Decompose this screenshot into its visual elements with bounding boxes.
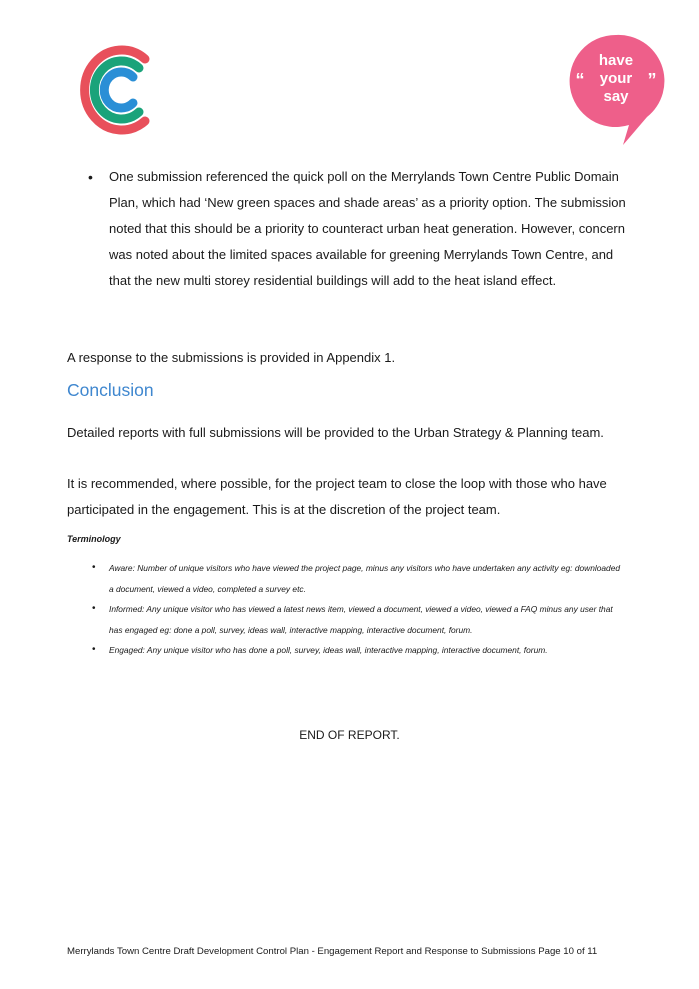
term-informed: • Informed: Any unique visitor who has viewed a latest news item, viewed a document, viewed a video, viewed a FAQ minus any user that has engaged eg: done a poll, survey, ideas wall, interactive mapping, interactive document, forum. xyxy=(92,599,622,640)
conclusion-heading: Conclusion xyxy=(67,380,154,400)
council-c-logo-icon xyxy=(72,42,158,138)
term-aware: • Aware: Number of unique visitors who have viewed the project page, minus any visitors who have undertaken any activity eg: downloaded a document, viewed a video, completed a survey etc. xyxy=(92,558,622,599)
logo-quote-right: ” xyxy=(647,70,657,90)
bullet-item: • One submission referenced the quick poll on the Merrylands Town Centre Public Domain Plan, which had ‘New green spaces and shade areas’ as a priority option. The submission noted that this should be a priority to counteract urban heat generation. However, concern was noted about the limited spaces available for greening Merrylands Town Centre, and that the new multi storey residential buildings will add to the heat island effect. xyxy=(88,164,628,294)
conclusion-detail: Detailed reports with full submissions will be provided to the Urban Strategy & Planning team. xyxy=(67,425,604,440)
terminology-heading: Terminology xyxy=(67,534,121,544)
terminology-list xyxy=(92,558,622,661)
term-engaged: • Engaged: Any unique visitor who has done a poll, survey, ideas wall, interactive mapping, interactive document, forum. xyxy=(92,640,622,661)
response-text: A response to the submissions is provided in Appendix 1. xyxy=(67,350,396,365)
page-footer: Merrylands Town Centre Draft Development Control Plan - Engagement Report and Response to Submissions Page 10 of 11 xyxy=(67,946,598,957)
submission-bullet-list xyxy=(88,164,628,294)
logo-text-say: say xyxy=(603,88,629,105)
end-of-report: END OF REPORT. xyxy=(299,728,400,742)
conclusion-recommendation: It is recommended, where possible, for the project team to close the loop with those who have participated in the engagement. This is at the discretion of the project team. xyxy=(67,476,607,517)
logo-text-your: your xyxy=(599,70,633,87)
have-your-say-bubble-icon xyxy=(567,33,665,147)
logo-text-have: have xyxy=(598,52,634,69)
logo-quote-left: “ xyxy=(575,70,585,90)
